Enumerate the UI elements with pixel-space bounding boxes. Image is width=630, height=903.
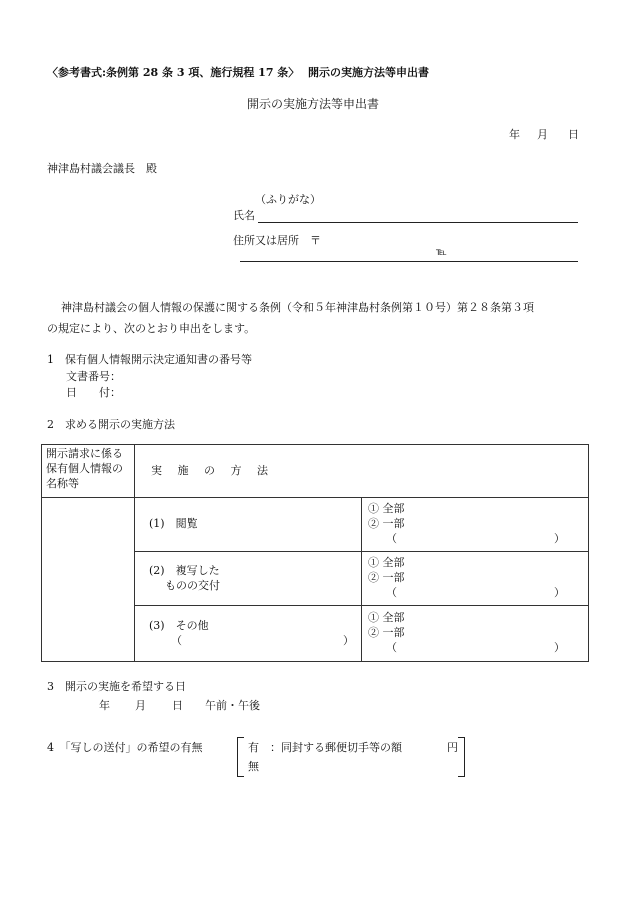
section4-title: 4 「写しの送付」の希望の有無 [47, 741, 203, 754]
date-day: 日 [568, 128, 579, 141]
other-detail-field[interactable]: （ ） [171, 633, 354, 647]
intro-line-1: 神津島村議会の個人情報の保護に関する条例（令和５年神津島村条例第１０号）第２８条第３項 [61, 301, 534, 314]
table-header-row [42, 445, 589, 498]
header-method: 実 施 の 方 法 [135, 445, 589, 498]
reference-title: 開示の実施方法等申出書 [308, 66, 429, 79]
section3-title: 3 開示の実施を希望する日 [47, 680, 186, 693]
send-copy-yes[interactable]: 有 ：同封する郵便切手等の額 [248, 741, 402, 754]
reference-note: 〈参考書式:条例第 28 条 3 項、施行規程 17 条〉 [47, 66, 300, 79]
section1-title: 1 保有個人情報開示決定通知書の番号等 [47, 353, 252, 366]
method-label: (1) 閲覧 [149, 517, 198, 531]
option-cell [362, 606, 589, 662]
option-cell [362, 552, 589, 606]
desired-year: 年 [99, 699, 110, 712]
method-label: (2) 複写した [149, 563, 220, 577]
table-row [42, 498, 589, 552]
furigana-label: （ふりがな） [255, 193, 321, 206]
option-cell [362, 498, 589, 552]
stamp-amount-unit: 円 [447, 741, 458, 754]
option-partial[interactable]: ② 一部 [368, 517, 405, 531]
method-label: (3) その他 [149, 618, 209, 632]
address-label: 住所又は居所 〒 [233, 234, 321, 247]
method-cell [135, 498, 362, 552]
doc-number-label: 文書番号： [66, 370, 121, 383]
name-label: 氏名 [233, 209, 255, 222]
addressee: 神津島村議会議長 殿 [47, 162, 157, 175]
info-name-cell[interactable] [42, 498, 135, 662]
partial-detail-field[interactable]: （ ） [386, 585, 565, 599]
document-title: 開示の実施方法等申出書 [247, 97, 380, 111]
desired-month: 月 [135, 699, 146, 712]
option-all[interactable]: ① 全部 [368, 556, 405, 570]
method-cell [135, 552, 362, 606]
tel-label: ℡ [436, 247, 447, 258]
option-all[interactable]: ① 全部 [368, 611, 405, 625]
address-line[interactable] [240, 261, 578, 262]
am-pm-choice[interactable]: 午前・午後 [205, 699, 260, 712]
section2-title: 2 求める開示の実施方法 [47, 418, 175, 431]
desired-day: 日 [172, 699, 183, 712]
option-partial[interactable]: ② 一部 [368, 626, 405, 640]
partial-detail-field[interactable]: （ ） [386, 531, 565, 545]
header-info-name: 開示請求に係る保有個人情報の名称等 [42, 445, 135, 498]
send-copy-no[interactable]: 無 [248, 760, 259, 773]
partial-detail-field[interactable]: （ ） [386, 640, 565, 654]
option-all[interactable]: ① 全部 [368, 502, 405, 516]
left-bracket [237, 737, 244, 777]
right-bracket [458, 737, 465, 777]
doc-date-label: 日 付： [66, 386, 121, 399]
disclosure-method-table [41, 444, 589, 662]
method-label-cont: ものの交付 [165, 578, 220, 592]
date-year: 年 [509, 128, 520, 141]
method-cell [135, 606, 362, 662]
option-partial[interactable]: ② 一部 [368, 571, 405, 585]
date-month: 月 [537, 128, 548, 141]
name-line[interactable] [258, 222, 578, 223]
intro-line-2: の規定により、次のとおり申出をします。 [47, 322, 256, 335]
